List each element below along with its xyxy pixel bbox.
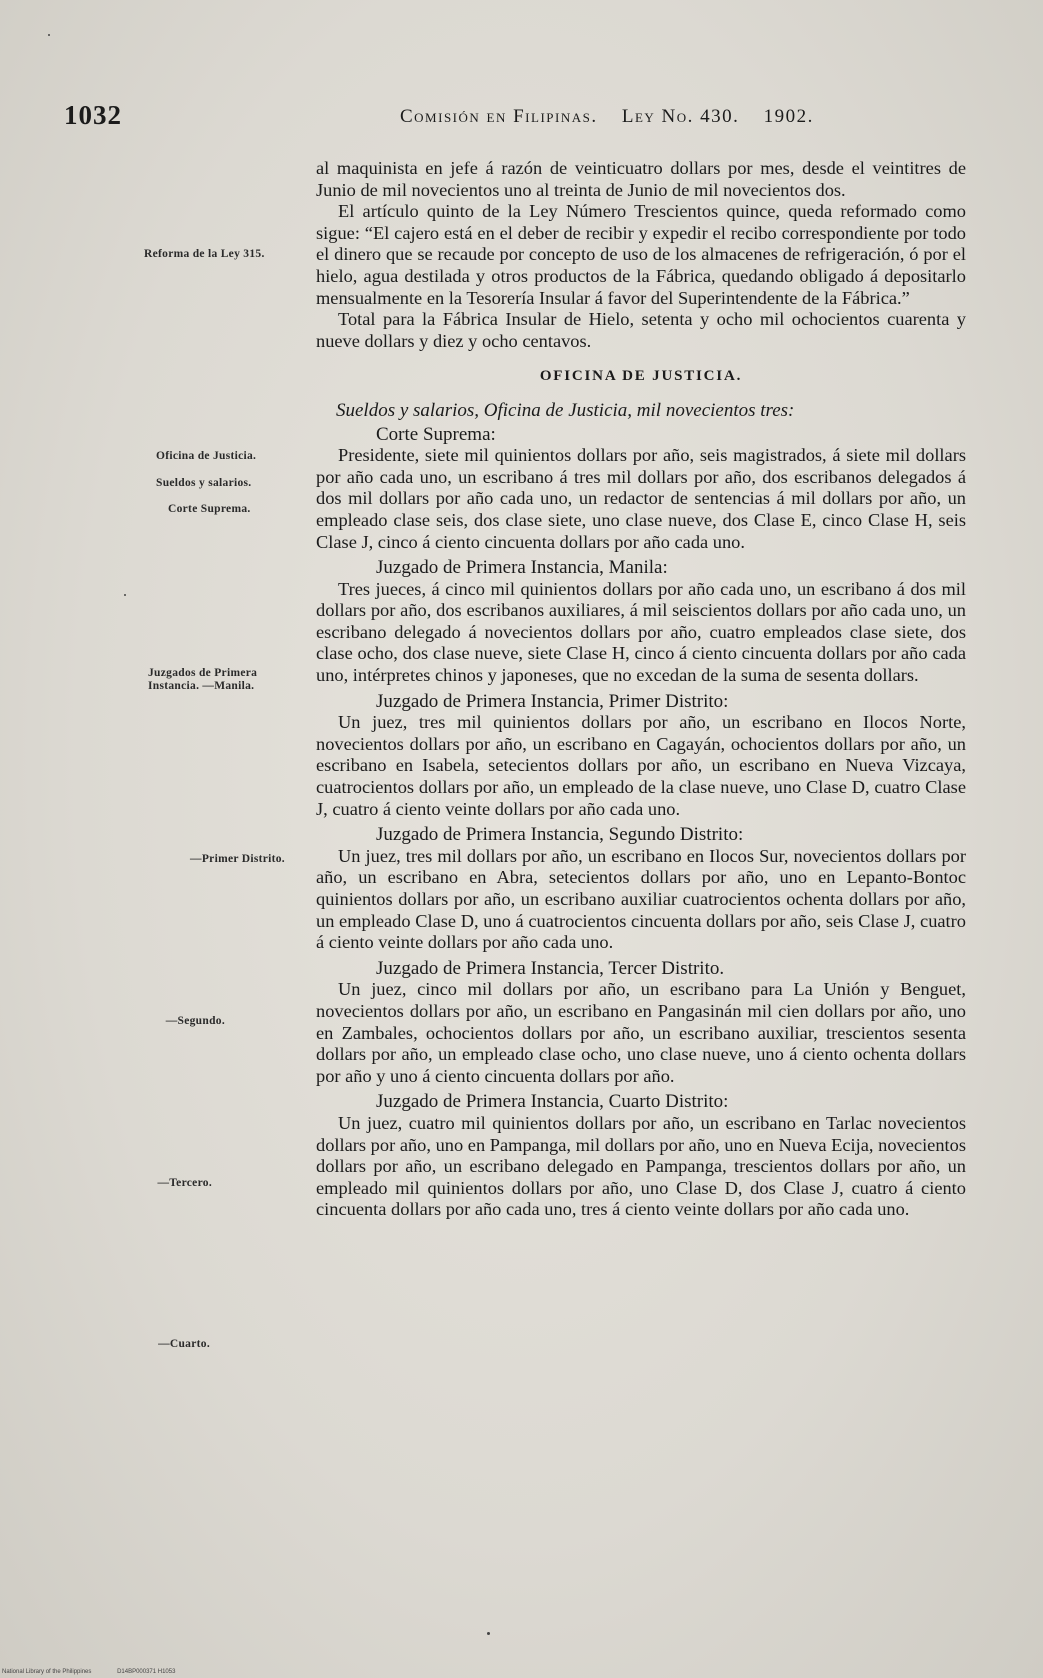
paragraph-reforma: El artículo quinto de la Ley Número Trescientos quince, queda reformado como sigue: “El cajero está en el deber de recibir y expedir el recibo correspondiente por todo el dinero que se recaude por concepto de uso de los almacenes de refrigeración, ó por el hielo, agua destilada y otros productos de la Fábrica, quedando obligado á depositarlo mensualmente en la Tesorería Insular á favor del Superintendente de la Fábrica.” [316, 201, 966, 308]
scan-footer [2, 1669, 199, 1675]
heading-corte-suprema: Corte Suprema: [376, 423, 496, 445]
heading-manila: Juzgado de Primera Instancia, Manila: [376, 557, 668, 579]
margin-note-primer: —Primer Distrito. [190, 853, 285, 865]
section-subtitle: Sueldos y salarios, Oficina de Justicia, mil novecientos tres: [336, 399, 795, 421]
paragraph-maquinista: al maquinista en jefe á razón de veinticuatro dollars por mes, desde el veintitres de Junio de mil novecientos uno al treinta de Junio de mil novecientos dos. [316, 158, 966, 200]
footer-library: National Library of the Philippines [2, 1669, 92, 1675]
scan-speck [487, 1632, 490, 1635]
margin-note-cuarto: —Cuarto. [158, 1338, 210, 1350]
margin-note-tercero: —Tercero. [157, 1177, 212, 1189]
paragraph-manila: Tres jueces, á cinco mil quinientos dollars por año cada uno, un escribano á dos mil dollars por año, dos escribanos auxiliares, á mil seiscientos dollars por año cada uno, un escribano delegado á novecientos dollars por año, cuatro empleados clase siete, dos clase ocho, dos clase nueve, siete Clase H, cinco á ciento cincuenta dollars por año cada uno, intérpretes chinos y japoneses, que no excedan de la suma de sesenta dollars. [316, 578, 966, 686]
running-head [400, 106, 900, 128]
footer-id: D14BP000371 H1053 [117, 1669, 176, 1675]
scan-speck [48, 34, 50, 36]
margin-note-corte: Corte Suprema. [168, 503, 251, 515]
paragraph-segundo-distrito: Un juez, tres mil dollars por año, un escribano en Ilocos Sur, novecientos dollars por año, un escribano en Abra, setecientos dollars por año, uno en Lepanto-Bontoc quinientos dollars por año, un escribano auxiliar cuatrocientos ochenta dollars por año, un empleado Clase D, uno á cuatrocientos cincuenta dollars por año, seis Clase J, cuatro á ciento veinte dollars por año cada uno. [316, 845, 966, 953]
margin-note-segundo: —Segundo. [165, 1015, 225, 1027]
margin-note-oficina: Oficina de Justicia. [156, 450, 257, 462]
body-text [316, 158, 966, 1221]
heading-segundo-distrito: Juzgado de Primera Instancia, Segundo Distrito: [376, 824, 744, 846]
scan-speck [124, 594, 126, 596]
paragraph-total: Total para la Fábrica Insular de Hielo, setenta y ocho mil ochocientos cuarenta y nueve dollars y diez y ocho centavos. [316, 309, 966, 351]
heading-cuarto-distrito: Juzgado de Primera Instancia, Cuarto Distrito: [376, 1091, 729, 1113]
running-head-title: Comisión en Filipinas. [400, 106, 598, 127]
running-head-law: Ley No. 430. [621, 106, 740, 127]
paragraph-primer-distrito: Un juez, tres mil quinientos dollars por año, un escribano en Ilocos Norte, novecientos dollars por año, un escribano en Cagayán, ochocientos dollars por año, un escribano en Isabela, setecientos dollars por año, un escribano en Nueva Vizcaya, cuatrocientos dollars por año, un empleado de la clase nueve, uno Clase D, cuatro Clase J, cuatro á ciento veinte dollars por año cada uno. [316, 712, 966, 819]
paragraph-cuarto-distrito: Un juez, cuatro mil quinientos dollars por año, un escribano en Tarlac novecientos dollars por año, uno en Pampanga, mil dollars por año, uno en Nueva Ecija, novecientos dollars por año, un escribano delegado en Pampanga, trescientos dollars por año, un empleado mil quinientos dollars por año, uno Clase D, dos Clase J, cuatro á ciento cincuenta dollars por año cada uno, tres á ciento veinte dollars por año cada uno. [316, 1112, 966, 1220]
paragraph-corte-suprema: Presidente, siete mil quinientos dollars por año, seis magistrados, á siete mil dollars por año cada uno, un escribano á tres mil dollars por año, dos escribanos delegados á dos mil dollars por año cada uno, un redactor de sentencias á mil dollars por año, un empleado clase seis, dos clase siete, uno clase nueve, dos Clase E, cinco Clase H, seis Clase J, cinco á ciento cincuenta dollars por año cada uno. [316, 445, 966, 552]
margin-note-juzgados: Juzgados de Primera Instancia. —Manila. [148, 667, 258, 692]
section-title: OFICINA DE JUSTICIA. [539, 368, 743, 385]
heading-primer-distrito: Juzgado de Primera Instancia, Primer Distrito: [376, 690, 729, 712]
paragraph-tercer-distrito: Un juez, cinco mil dollars por año, un escribano para La Unión y Benguet, novecientos dollars por año, un escribano en Pangasinán mil cien dollars por año, uno en Zambales, ochocientos dollars por año, un escribano auxiliar, trescientos sesenta dollars por año, un empleado clase ocho, uno clase nueve, uno á ciento ochenta dollars por año y uno á ciento cincuenta dollars por año. [316, 979, 966, 1086]
margin-note-reforma: Reforma de la Ley 315. [144, 248, 265, 260]
page-number: 1032 [64, 100, 122, 130]
heading-tercer-distrito: Juzgado de Primera Instancia, Tercer Distrito. [376, 957, 725, 979]
margin-note-sueldos: Sueldos y salarios. [156, 477, 252, 489]
running-head-year: 1902. [763, 106, 814, 127]
